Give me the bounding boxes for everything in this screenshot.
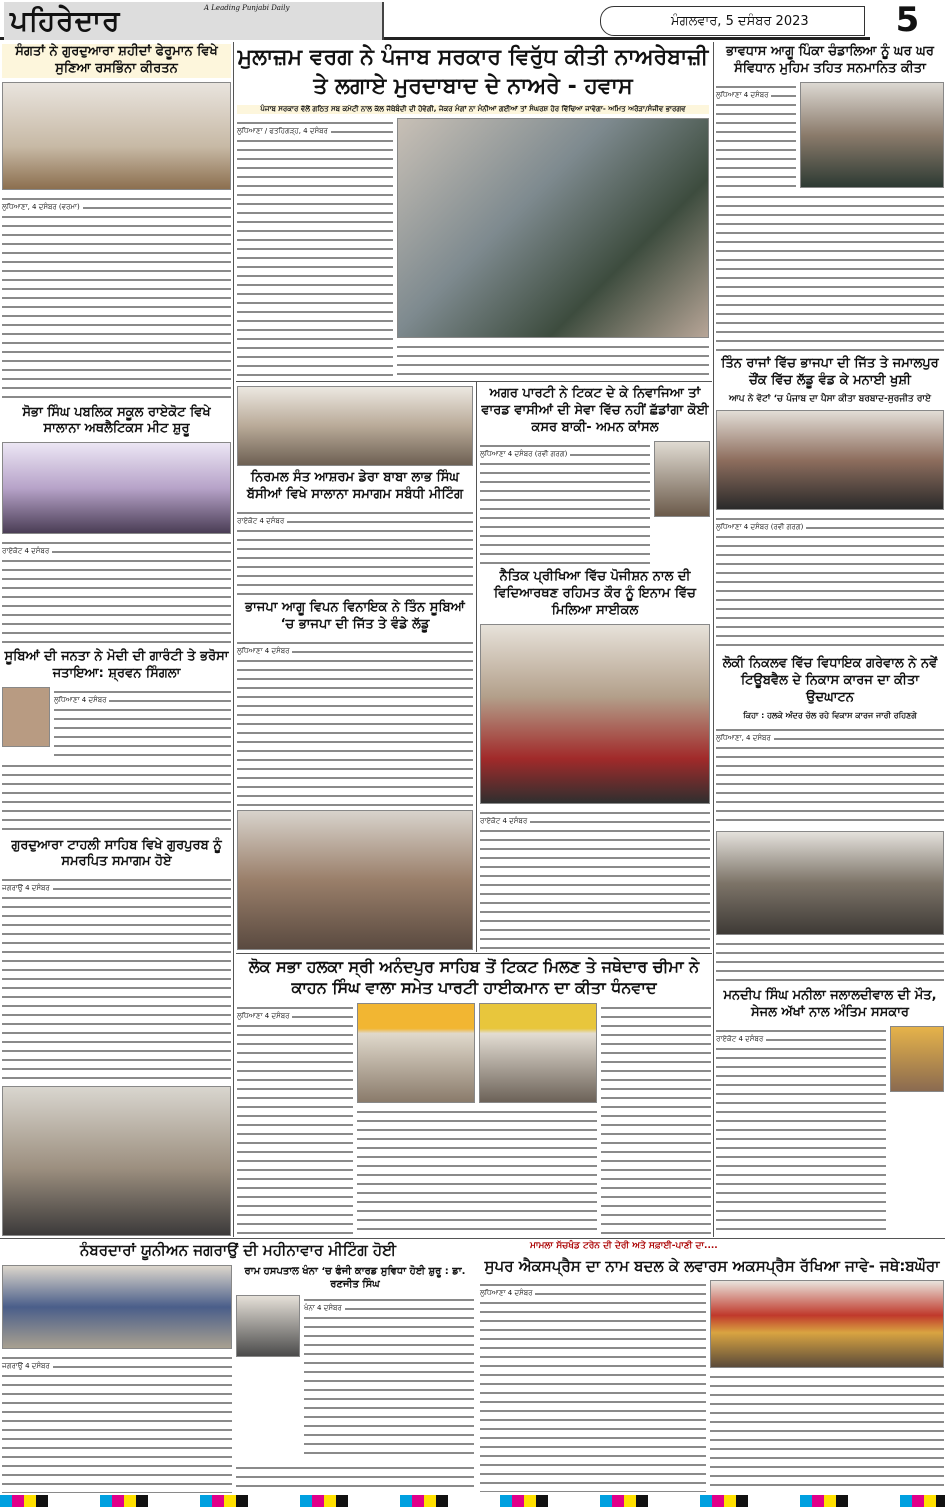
dateline: ਲੁਧਿਆਣਾ 4 ਦਸੰਬਰ bbox=[480, 1289, 535, 1298]
grewal-body-cont bbox=[716, 939, 944, 983]
nirmal-photo bbox=[237, 386, 473, 466]
dateline: ਲੁਧਿਆਣਾ 4 ਦਸੰਬਰ bbox=[54, 696, 109, 705]
right-column bbox=[716, 44, 944, 1236]
numberdar-headline: ਨੰਬਰਦਾਰਾਂ ਯੂਨੀਅਨ ਜਗਰਾਉਂ ਦੀ ਮਹੀਨਾਵਾਰ ਮੀਟਿੰਗ ਹੋਈ bbox=[79, 1241, 397, 1259]
dateline: ਲੁਧਿਆਣਾ, 4 ਦਸੰਬਰ (ਵਰਮਾ) bbox=[2, 203, 83, 212]
hospital-headline: ਰਾਮ ਹਸਪਤਾਲ ਖੰਨਾ ‘ਚ ਫੰਜੀ ਕਾਰਡ ਸੁਵਿਧਾ ਹੋਈ ਸ਼ੁਰੂ : ਡਾ. ਰਣਜੀਤ ਸਿੰਘ bbox=[244, 1265, 466, 1290]
page-number: 5 bbox=[870, 0, 945, 40]
vipan-photo bbox=[237, 810, 473, 950]
school-photo bbox=[2, 442, 231, 534]
masthead bbox=[0, 0, 945, 40]
loksabha-story bbox=[237, 957, 711, 1236]
pinka-headline: ਭਾਵਧਾਸ ਆਗੂ ਪਿੰਕਾ ਚੰਡਾਲਿਆ ਨੂੰ ਘਰ ਘਰ ਸੰਵਿਧਾਨ ਮੁਹਿਮ ਤਹਿਤ ਸਨਮਾਨਿਤ ਕੀਤਾ bbox=[726, 44, 934, 76]
aman-headline: ਅਗਰ ਪਾਰਟੀ ਨੇ ਟਿਕਟ ਦੇ ਕੇ ਨਿਵਾਜਿਆ ਤਾਂ ਵਾਰਡ ਵਾਸੀਆਂ ਦੀ ਸੇਵਾ ਵਿੱਚ ਨਹੀਂ ਛੱਡਾਂਗਾ ਕੋਈ ਕਸਰ ਬਾਕੀ- ਅਮਨ ਕਾਂਸਲ bbox=[481, 386, 709, 435]
dateline: ਜਗਰਾਉਂ 4 ਦਸੰਬਰ bbox=[2, 884, 53, 893]
dateline: ਲੁਧਿਆਣਾ 4 ਦਸੰਬਰ bbox=[237, 647, 292, 656]
dateline: ਲੁਧਿਆਣਾ 4 ਦਸੰਬਰ bbox=[716, 91, 771, 100]
express-story bbox=[480, 1240, 944, 1492]
main-subhead: ਪੰਜਾਬ ਸਰਕਾਰ ਵੱਲੋਂ ਗਠਿਤ ਸਬ ਕਮੇਟੀ ਨਾਲ ਕੱਲ ਜੱਥੇਬੰਦੀ ਦੀ ਹੋਵੇਗੀ, ਜੇਕਰ ਮੰਗਾਂ ਨਾ ਮੰਨੀਆਂ ਗਈਆਂ ਤਾਂ ਸੰਘਰਸ਼ ਹੋਰ ਵਿੱਢਿਆ ਜਾਵੇਗਾ- ਅਮਿਤ ਅਰੋੜਾ/ਸੰਜੀਵ ਭਾਰਗਵ bbox=[237, 105, 709, 114]
bottom-left bbox=[2, 1241, 474, 1493]
gurpurab-photo bbox=[2, 1086, 231, 1236]
modi-headline: ਸੂਬਿਆਂ ਦੀ ਜਨਤਾ ਨੇ ਮੋਦੀ ਦੀ ਗਾਰੰਟੀ ਤੇ ਭਰੋਸਾ ਜਤਾਇਆ: ਸ਼੍ਰਵਨ ਸਿੰਗਲਾ bbox=[4, 649, 229, 681]
hospital-body bbox=[304, 1295, 474, 1460]
bottom-left-row bbox=[2, 1265, 474, 1494]
numberdar-body bbox=[2, 1353, 232, 1494]
express-photo bbox=[710, 1280, 944, 1368]
three-states-headline: ਤਿੰਨ ਰਾਜਾਂ ਵਿੱਚ ਭਾਜਪਾ ਦੀ ਜਿੱਤ ਤੇ ਜਮਾਲਪੁਰ ਚੌਂਕ ਵਿੱਚ ਲੱਡੂ ਵੰਡ ਕੇ ਮਨਾਈ ਖੁਸ਼ੀ bbox=[721, 356, 939, 389]
modi-body bbox=[54, 687, 231, 757]
grewal-headline: ਲੋਕੀ ਨਿਕਲਵ ਵਿੱਚ ਵਿਧਾਇਕ ਗਰੇਵਾਲ ਨੇ ਨਵੇਂ ਟਿਊਬਵੈਲ ਦੇ ਨਿਕਾਸ ਕਾਰਜ ਦਾ ਕੀਤਾ ਉਦਘਾਟਨ bbox=[722, 656, 938, 705]
dateline: ਲੁਧਿਆਣਾ 4 ਦਸੰਬਰ bbox=[237, 1012, 292, 1021]
express-right bbox=[710, 1280, 944, 1492]
protest-photo bbox=[397, 118, 709, 338]
dateline: ਰਾਏਕੋਟ 4 ਦਸੰਬਰ bbox=[237, 517, 287, 526]
section-rule bbox=[236, 953, 712, 954]
paper-name: ਪਹਿਰੇਦਾਰ bbox=[10, 4, 121, 37]
section-rule bbox=[236, 381, 712, 382]
newspaper-logo bbox=[4, 2, 384, 40]
dateline: ਰਾਏਕੋਟ 4 ਦਸੰਬਰ bbox=[2, 547, 52, 556]
numberdar-body-right bbox=[236, 1463, 474, 1493]
main-body-col2 bbox=[397, 342, 709, 378]
dateline: ਰਾਏਕੋਟ 4 ਦਸੰਬਰ bbox=[716, 1035, 766, 1044]
dateline: ਖੰਨਾ 4 ਦਸੰਬਰ bbox=[304, 1304, 345, 1313]
three-states-body bbox=[716, 514, 944, 652]
loksabha-headline: ਲੋਕ ਸਭਾ ਹਲਕਾ ਸ੍ਰੀ ਅਨੰਦਪੁਰ ਸਾਹਿਬ ਤੋਂ ਟਿਕਟ ਮਿਲਣ ਤੇ ਜਥੇਦਾਰ ਚੀਮਾ ਨੇ ਕਾਹਨ ਸਿੰਘ ਵਾਲਾ ਸਮੇਤ ਪਾਰਟੀ ਹਾਈਕਮਾਨ ਦਾ ਕੀਤਾ ਧੰਨਵਾਦ bbox=[248, 957, 700, 997]
column-rule bbox=[713, 42, 714, 1237]
school-headline: ਸੋਭਾ ਸਿੰਘ ਪਬਲਿਕ ਸਕੂਲ ਰਾਏਕੋਟ ਵਿਖੇ ਸਾਲਾਨਾ ਅਥਲੈਟਿਕਸ ਮੀਟ ਸ਼ੁਰੂ bbox=[22, 404, 211, 437]
loksabha-photos bbox=[357, 1003, 597, 1103]
aman-body bbox=[480, 441, 650, 565]
exam-body bbox=[480, 808, 710, 952]
hospital-column bbox=[236, 1265, 474, 1494]
dateline: ਜਗਰਾਉਂ 4 ਦਸੰਬਰ bbox=[2, 1362, 53, 1371]
middle-left-column bbox=[237, 386, 473, 950]
express-body bbox=[480, 1280, 706, 1492]
exam-headline: ਨੈਤਿਕ ਪ੍ਰੀਖਿਆ ਵਿੱਚ ਪੋਜੀਸ਼ਨ ਨਾਲ ਦੀ ਵਿਦਿਆਰਥਣ ਰਹਿਮਤ ਕੌਰ ਨੂੰ ਇਨਾਮ ਵਿੱਚ ਮਿਲਿਆ ਸਾਈਕਲ bbox=[494, 569, 696, 618]
issue-date: ਮੰਗਲਵਾਰ, 5 ਦਸੰਬਰ 2023 bbox=[600, 6, 865, 36]
exam-photo bbox=[480, 624, 710, 804]
dateline: ਲੁਧਿਆਣਾ, 4 ਦਸੰਬਰ bbox=[716, 734, 774, 743]
express-body-cont bbox=[710, 1372, 944, 1492]
singla-portrait bbox=[2, 687, 50, 747]
pinka-photo bbox=[800, 82, 944, 188]
main-row bbox=[237, 118, 709, 378]
grewal-photo bbox=[716, 831, 944, 935]
ranjit-portrait bbox=[236, 1295, 300, 1357]
left-column bbox=[2, 44, 231, 1236]
main-headline: ਮੁਲਾਜ਼ਮ ਵਰਗ ਨੇ ਪੰਜਾਬ ਸਰਕਾਰ ਵਿਰੁੱਧ ਕੀਤੀ ਨਾਅਰੇਬਾਜ਼ੀ ਤੇ ਲਗਾਏ ਮੁਰਦਾਬਾਦ ਦੇ ਨਾਅਰੇ - ਹਵਾਸ bbox=[237, 45, 709, 99]
dateline: ਲੁਧਿਆਣਾ 4 ਦਸੰਬਰ (ਰਵੀ ਗਰਗ) bbox=[480, 450, 570, 459]
nirmal-headline: ਨਿਰਮਲ ਸੰਤ ਆਸ਼ਰਮ ਡੇਰਾ ਬਾਬਾ ਲਾਭ ਸਿੰਘ ਬੱਸੀਆਂ ਵਿਖੇ ਸਾਲਾਨਾ ਸਮਾਗਮ ਸਬੰਧੀ ਮੀਟਿੰਗ bbox=[246, 470, 464, 502]
dateline: ਰਾਏਕੋਟ 4 ਦਸੰਬਰ bbox=[480, 817, 530, 826]
modi-row bbox=[2, 687, 231, 757]
kirtan-body bbox=[2, 194, 231, 401]
three-states-subhead: ਆਪ ਨੇ ਵੋਟਾਂ ‘ਚ ਪੰਜਾਬ ਦਾ ਪੈਸਾ ਕੀਤਾ ਬਰਬਾਦ-ਸੁਰਜੀਤ ਰਾਏ bbox=[729, 393, 931, 404]
pinka-body-cont bbox=[716, 192, 944, 352]
loksabha-middle bbox=[357, 1003, 597, 1236]
vipan-headline: ਭਾਜਪਾ ਆਗੂ ਵਿਪਨ ਵਿਨਾਇਕ ਨੇ ਤਿੰਨ ਸੂਬਿਆਂ ‘ਚ ਭਾਜਪਾ ਦੀ ਜਿੱਤ ਤੇ ਵੰਡੇ ਲੱਡੂ bbox=[245, 600, 465, 632]
express-kicker: ਮਾਮਲਾ ਸੱਚਖੰਡ ਟਰੇਨ ਦੀ ਦੇਰੀ ਅਤੇ ਸਫ਼ਾਈ-ਪਾਣੀ ਦਾ.... bbox=[480, 1240, 944, 1253]
main-right bbox=[397, 118, 709, 378]
numberdar-column bbox=[2, 1265, 232, 1494]
numberdar-photo bbox=[2, 1265, 232, 1349]
main-body-col1 bbox=[237, 118, 393, 378]
pinka-body bbox=[716, 82, 796, 188]
section-rule bbox=[0, 1238, 945, 1239]
express-row bbox=[480, 1280, 944, 1492]
loksabha-row bbox=[237, 1003, 711, 1236]
main-story bbox=[237, 44, 709, 378]
nirmal-body bbox=[237, 508, 473, 596]
paper-tagline: A Leading Punjabi Daily bbox=[204, 4, 290, 12]
loksabha-body-col2 bbox=[357, 1107, 597, 1236]
hospital-row bbox=[236, 1295, 474, 1460]
gurpurab-body bbox=[2, 875, 231, 1082]
column-rule bbox=[233, 42, 234, 1237]
mandeep-body bbox=[716, 1026, 886, 1236]
column-rule bbox=[476, 382, 477, 952]
dateline: ਲੁਧਿਆਣਾ / ਫਤਹਿਗੜ੍ਹ, 4 ਦਸੰਬਰ bbox=[237, 127, 331, 136]
vipan-body bbox=[237, 638, 473, 806]
school-body bbox=[2, 538, 231, 645]
aman-row bbox=[480, 441, 710, 565]
mandeep-row bbox=[716, 1026, 944, 1236]
kirtan-headline: ਸੰਗਤਾਂ ਨੇ ਗੁਰਦੁਆਰਾ ਸ਼ਹੀਦਾਂ ਫੇਰੂਮਾਨ ਵਿਖੇ ਸੁਣਿਆ ਰਸਭਿੰਨਾ ਕੀਰਤਨ bbox=[2, 44, 231, 78]
middle-right-column bbox=[480, 386, 710, 952]
gurpurab-headline: ਗੁਰਦੁਆਰਾ ਟਾਹਲੀ ਸਾਹਿਬ ਵਿਖੇ ਗੁਰਪੁਰਬ ਨੂੰ ਸਮਰਪਿਤ ਸਮਾਗਮ ਹੋਏ bbox=[11, 837, 222, 870]
dateline: ਲੁਧਿਆਣਾ 4 ਦਸੰਬਰ (ਰਵੀ ਗਰਗ) bbox=[716, 523, 806, 532]
pinka-row bbox=[716, 82, 944, 188]
grewal-body bbox=[716, 725, 944, 827]
loksabha-body-col3 bbox=[601, 1003, 711, 1236]
modi-body-cont bbox=[2, 761, 231, 834]
aman-portrait bbox=[654, 441, 710, 517]
kirtan-photo bbox=[2, 82, 231, 190]
three-states-photo bbox=[716, 410, 944, 510]
loksabha-body-col1 bbox=[237, 1003, 353, 1236]
print-color-bar bbox=[0, 1495, 945, 1507]
mandeep-headline: ਮਨਦੀਪ ਸਿੰਘ ਮਨੀਲਾ ਜਲਾਲਦੀਵਾਲ ਦੀ ਮੌਤ, ਸੇਜਲ ਅੱਖਾਂ ਨਾਲ ਅੰਤਿਮ ਸਸਕਾਰ bbox=[723, 987, 937, 1020]
grewal-subhead: ਕਿਹਾ : ਹਲਕੇ ਅੰਦਰ ਚੱਲ ਰਹੇ ਵਿਕਾਸ ਕਾਰਜ ਜਾਰੀ ਰਹਿਣਗੇ bbox=[743, 710, 917, 720]
mandeep-portrait bbox=[890, 1026, 944, 1092]
express-headline: ਸੁਪਰ ਐਕਸਪ੍ਰੈਸ ਦਾ ਨਾਮ ਬਦਲ ਕੇ ਲਵਾਰਸ ਅਕਸਪ੍ਰੈਸ ਰੱਖਿਆ ਜਾਵੇ- ਜਥੇ:ਬਘੌਰਾ bbox=[484, 1256, 940, 1275]
kahan-singh-portrait bbox=[479, 1003, 597, 1103]
cheema-portrait bbox=[357, 1003, 475, 1103]
